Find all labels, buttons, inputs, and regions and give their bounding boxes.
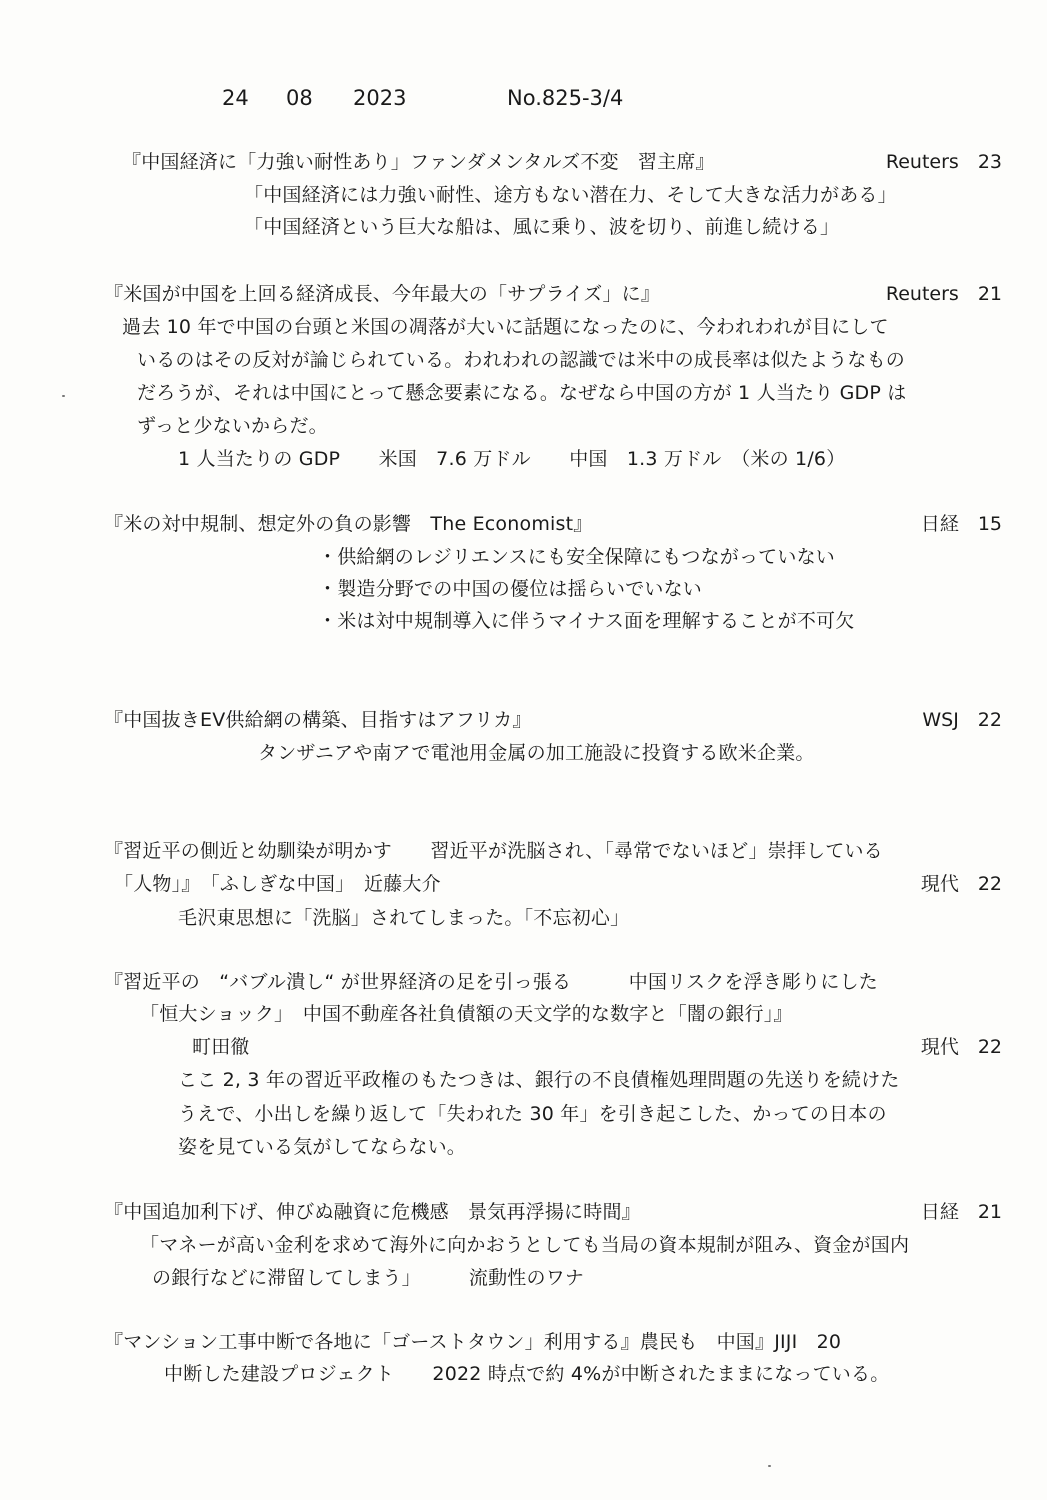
article-line: 姿を見ている気がしてならない。: [178, 1136, 467, 1158]
article-line: 毛沢東思想に「洗脳」されてしまった。「不忘初心」: [178, 907, 630, 929]
article-source: Reuters 21: [885, 283, 1002, 305]
article-line: ずっと少ないからだ。: [137, 415, 328, 437]
article-line: だろうが、それは中国にとって懸念要素になる。なぜなら中国の方が 1 人当たり GDP は: [137, 382, 907, 404]
article-title: 『米の対中規制、想定外の負の影響 The Economist』: [104, 513, 593, 535]
article-line: タンザニアや南アで電池用金属の加工施設に投資する欧米企業。: [258, 742, 815, 764]
article-title: 『中国追加利下げ、伸びぬ融資に危機感 景気再浮揚に時間』: [104, 1201, 641, 1223]
article-title: 『習近平の “バブル潰し“ が世界経済の足を引っ張る 中国リスクを浮き彫りにした: [104, 971, 878, 993]
scan-speck: [768, 1465, 771, 1467]
article-source: 現代 22: [920, 873, 1002, 895]
article-title: 『中国経済に「力強い耐性あり」ファンダメンタルズ不変 習主席』: [122, 151, 715, 173]
scan-speck: [62, 395, 65, 397]
article-source: WSJ 22: [922, 709, 1002, 731]
article-line: 「中国経済には力強い耐性、途方もない潜在力、そして大きな活力がある」: [244, 184, 897, 206]
article-bullet: ・米は対中規制導入に伴うマイナス面を理解することが不可欠: [318, 610, 855, 632]
article-title: 『習近平の側近と幼馴染が明かす 習近平が洗脳され、「尋常でないほど」崇拝している: [104, 840, 883, 862]
article-line: の銀行などに滞留してしまう」 流動性のワナ: [152, 1267, 585, 1289]
article-line: いるのはその反対が論じられている。われわれの認識では米中の成長率は似たようなもの: [137, 349, 906, 371]
article-author: 町田徹: [192, 1036, 250, 1058]
article-source: 現代 22: [920, 1036, 1002, 1058]
date-day: 24: [222, 86, 249, 110]
article-line: 「中国経済という巨大な船は、風に乗り、波を切り、前進し続ける」: [244, 216, 840, 238]
article-line: 1 人当たりの GDP 米国 7.6 万ドル 中国 1.3 万ドル （米の 1/6）: [178, 448, 846, 470]
issue-number: No.825-3/4: [507, 86, 624, 110]
article-bullet: ・製造分野での中国の優位は揺らいでいない: [318, 578, 703, 600]
article-source: Reuters 23: [885, 151, 1002, 173]
article-line: ここ 2, 3 年の習近平政権のもたつきは、銀行の不良債権処理問題の先送りを続けた: [178, 1069, 900, 1091]
article-title-cont: 「人物」』 「ふしぎな中国」 近藤大介: [114, 873, 441, 895]
article-line: 「マネーが高い金利を求めて海外に向かおうとしても当局の資本規制が阻み、資金が国内: [140, 1234, 910, 1256]
date-year: 2023: [353, 86, 407, 110]
article-title: 『マンション工事中断で各地に「ゴーストタウン」利用する』農民も 中国』JIJI 20: [104, 1331, 842, 1353]
article-bullet: ・供給網のレジリエンスにも安全保障にもつながっていない: [318, 546, 835, 568]
article-line: 中断した建設プロジェクト 2022 時点で約 4%が中断されたままになっている。: [164, 1363, 890, 1385]
article-line: うえで、小出しを繰り返して「失われた 30 年」を引き起こした、かっての日本の: [178, 1103, 887, 1125]
article-title-cont: 「恒大ショック」 中国不動産各社負債額の天文学的な数字と「闇の銀行」』: [140, 1003, 793, 1025]
article-line: 過去 10 年で中国の台頭と米国の凋落が大いに話題になったのに、今われわれが目にして: [122, 316, 889, 338]
article-source: 日経 15: [920, 513, 1002, 535]
article-title: 『中国抜きEV供給網の構築、目指すはアフリカ』: [104, 709, 532, 731]
article-title: 『米国が中国を上回る経済成長、今年最大の「サプライズ」に』: [104, 283, 661, 305]
article-source: 日経 21: [920, 1201, 1002, 1223]
date-month: 08: [286, 86, 313, 110]
